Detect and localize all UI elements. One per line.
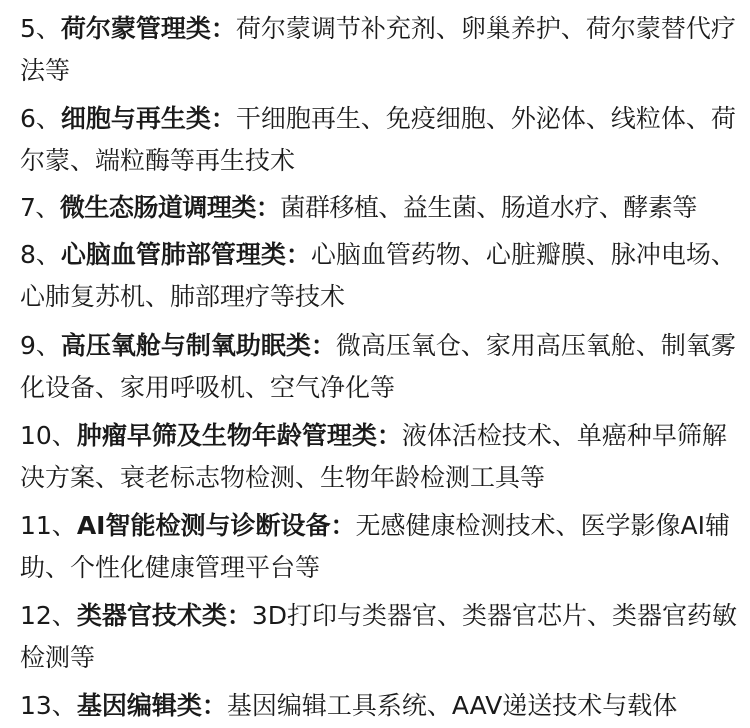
item-number: 7、 <box>20 193 60 222</box>
item-category: 细胞与再生类： <box>60 104 236 133</box>
item-category: 基因编辑类： <box>76 691 227 720</box>
item-category: 类器官技术类： <box>76 601 252 630</box>
list-item <box>20 187 745 229</box>
item-category: 微生态肠道调理类： <box>59 193 281 222</box>
list-item <box>20 325 740 409</box>
list-item <box>20 505 740 589</box>
item-number: 10、 <box>20 421 77 450</box>
list-item <box>20 8 740 92</box>
list-item <box>20 415 740 499</box>
item-number: 11、 <box>20 511 77 540</box>
list-item <box>20 595 740 679</box>
list-item <box>20 98 740 182</box>
list-item <box>20 685 745 727</box>
item-description: 菌群移植、益生菌、肠道水疗、酵素等 <box>280 193 697 222</box>
item-description: 微高压氧仓、家用高压氧舱、制氧雾化设备、家用呼吸机、空气净化等 <box>20 331 736 402</box>
item-description: 荷尔蒙调节补充剂、卵巢养护、荷尔蒙替代疗法等 <box>20 14 736 85</box>
item-category: 高压氧舱与制氧助眠类： <box>60 331 336 360</box>
item-number: 5、 <box>20 14 61 43</box>
item-category: 肿瘤早筛及生物年龄管理类： <box>76 421 402 450</box>
item-category: AI智能检测与诊断设备： <box>76 511 356 540</box>
item-number: 13、 <box>20 691 77 720</box>
item-description: 心脑血管药物、心脏瓣膜、脉冲电场、心肺复苏机、肺部理疗等技术 <box>20 240 736 311</box>
item-description: 无感健康检测技术、医学影像AI辅助、个性化健康管理平台等 <box>20 511 730 582</box>
item-number: 8、 <box>20 240 61 269</box>
item-description: 3D打印与类器官、类器官芯片、类器官药敏检测等 <box>20 601 737 672</box>
item-number: 6、 <box>20 104 61 133</box>
item-number: 9、 <box>20 331 61 360</box>
item-description: 基因编辑工具系统、AAV递送技术与载体 <box>226 691 678 720</box>
item-category: 荷尔蒙管理类： <box>60 14 236 43</box>
item-description: 干细胞再生、免疫细胞、外泌体、线粒体、荷尔蒙、端粒酶等再生技术 <box>20 104 736 175</box>
item-category: 心脑血管肺部管理类： <box>60 240 311 269</box>
list-item <box>20 234 740 318</box>
item-description: 液体活检技术、单癌种早筛解决方案、衰老标志物检测、生物年龄检测工具等 <box>20 421 727 492</box>
item-number: 12、 <box>20 601 77 630</box>
